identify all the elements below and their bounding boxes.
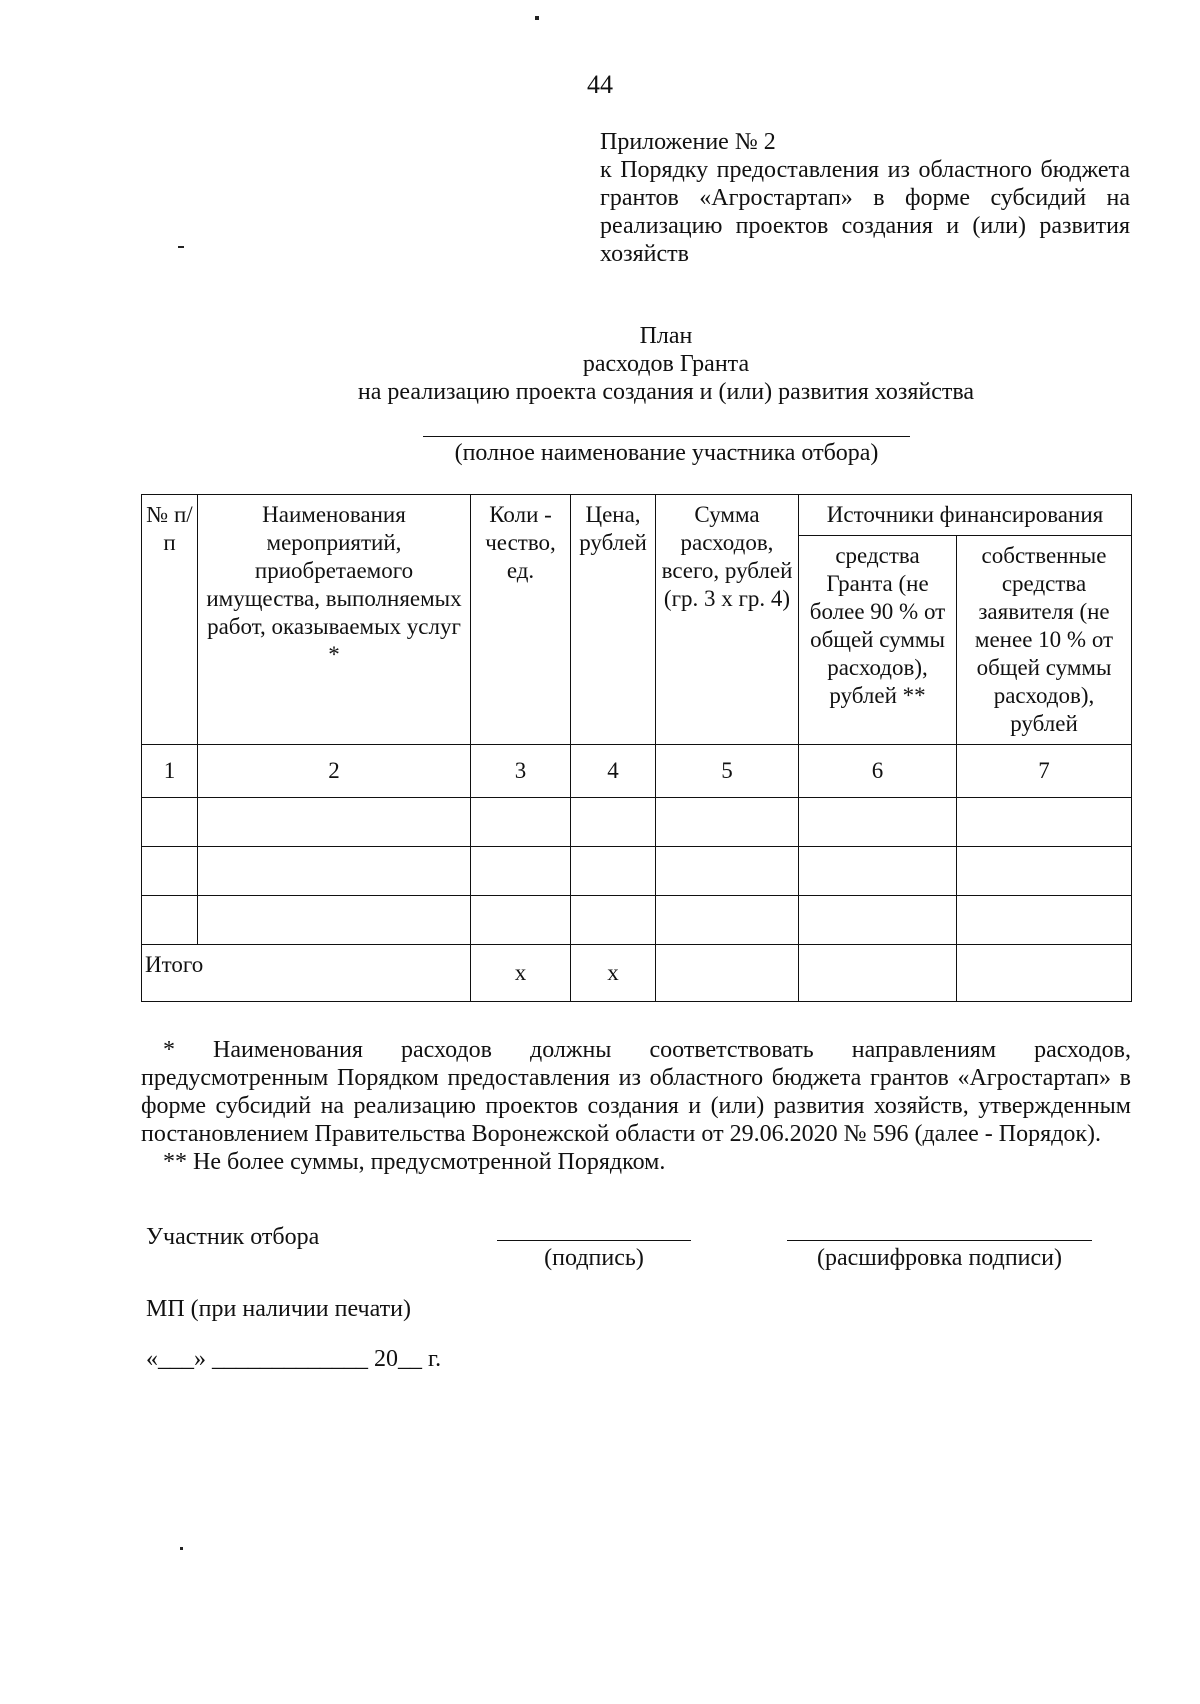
plan-title	[0, 322, 1200, 406]
plan-title-line1: План	[639, 323, 693, 349]
plan-title-line3: на реализацию проекта создания и (или) развития хозяйства	[357, 379, 975, 405]
total-price-cell: х	[571, 945, 656, 1002]
column-number: 3	[471, 745, 571, 798]
table-cell[interactable]	[799, 896, 957, 945]
table-cell[interactable]	[471, 847, 571, 896]
column-number: 7	[957, 745, 1132, 798]
table-cell[interactable]	[142, 896, 198, 945]
signature-decoding-caption: (расшифровка подписи)	[817, 1245, 1062, 1271]
table-cell[interactable]	[799, 798, 957, 847]
table-cell[interactable]	[471, 798, 571, 847]
signature-decoding-line[interactable]	[787, 1240, 1092, 1241]
scan-speck	[180, 1547, 183, 1550]
table-cell[interactable]	[198, 847, 471, 896]
table-row	[142, 847, 1132, 896]
total-label: Итого	[142, 945, 471, 1002]
table-cell[interactable]	[471, 896, 571, 945]
participant-name-line	[423, 436, 910, 437]
table-cell[interactable]	[571, 847, 656, 896]
table-row	[142, 896, 1132, 945]
seal-label: МП (при наличии печати)	[146, 1296, 411, 1322]
appendix-header	[600, 128, 1130, 268]
table-header-row	[142, 495, 1132, 536]
table-cell[interactable]	[957, 847, 1132, 896]
scan-speck	[178, 246, 184, 248]
participant-label: Участник отбора	[146, 1224, 320, 1250]
total-amount-cell[interactable]	[656, 945, 799, 1002]
table-cell[interactable]	[198, 896, 471, 945]
date-line: «___» _____________ 20__ г.	[146, 1346, 442, 1372]
signature-caption: (подпись)	[544, 1245, 644, 1271]
appendix-title: Приложение № 2	[600, 129, 776, 155]
expense-plan-table	[141, 494, 1132, 1002]
column-number: 6	[799, 745, 957, 798]
table-cell[interactable]	[198, 798, 471, 847]
table-cell[interactable]	[799, 847, 957, 896]
signature-line[interactable]	[497, 1240, 691, 1241]
column-number: 5	[656, 745, 799, 798]
header-total-amount: Сумма расходов, всего, рублей (гр. 3 х гр. 4)	[656, 495, 799, 745]
appendix-description: к Порядку предоставления из областного бюджета грантов «Агростартап» в форме субсидий на реализацию проектов создания и (или) развития хозяйств	[600, 157, 1130, 267]
header-number: № п/п	[142, 495, 198, 745]
scan-speck	[535, 16, 539, 20]
column-number: 1	[142, 745, 198, 798]
table-cell[interactable]	[656, 798, 799, 847]
table-row	[142, 798, 1132, 847]
total-row	[142, 945, 1132, 1002]
table-cell[interactable]	[142, 798, 198, 847]
page-number: 44	[587, 70, 613, 99]
total-grant-cell[interactable]	[799, 945, 957, 1002]
plan-title-line2: расходов Гранта	[582, 351, 750, 377]
table-cell[interactable]	[571, 798, 656, 847]
header-funding-sources: Источники финансирования	[799, 495, 1132, 536]
footnote-2: ** Не более суммы, предусмотренной Порядком.	[163, 1149, 666, 1175]
column-number: 2	[198, 745, 471, 798]
participant-name-caption: (полное наименование участника отбора)	[454, 440, 879, 466]
header-quantity: Коли - чество, ед.	[471, 495, 571, 745]
table-cell[interactable]	[656, 896, 799, 945]
table-cell[interactable]	[571, 896, 656, 945]
total-own-funds-cell[interactable]	[957, 945, 1132, 1002]
header-own-funds: собственные средства заявителя (не менее 10 % от общей суммы расходов), рублей	[957, 536, 1132, 745]
header-price: Цена, рублей	[571, 495, 656, 745]
table-cell[interactable]	[656, 847, 799, 896]
column-number: 4	[571, 745, 656, 798]
footnotes	[141, 1036, 1131, 1176]
table-cell[interactable]	[957, 798, 1132, 847]
table-cell[interactable]	[142, 847, 198, 896]
header-item-name: Наименования мероприятий, приобретаемого имущества, выполняемых работ, оказываемых услуг *	[198, 495, 471, 745]
header-grant-funds: средства Гранта (не более 90 % от общей суммы расходов), рублей **	[799, 536, 957, 745]
total-quantity-cell: х	[471, 945, 571, 1002]
column-number-row	[142, 745, 1132, 798]
footnote-1: * Наименования расходов должны соответствовать направлениям расходов, предусмотренным Порядком предоставления из областного бюджета грантов «Агростартап» в форме субсидий на реализацию проектов создания и (или) развития хозяйств, утвержденным постановлением Правительства Воронежской области от 29.06.2020 № 596 (далее - Порядок).	[141, 1037, 1131, 1147]
table-cell[interactable]	[957, 896, 1132, 945]
